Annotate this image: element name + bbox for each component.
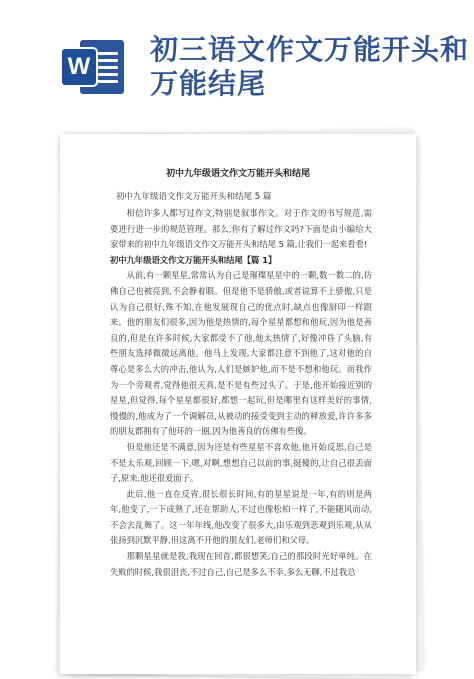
paragraph: 从前,有一颗星星,常常认为自己是璀璨星星中的一颗,数一数二的,仿佛自己也被亮到,不会静着眼。但是他不是骄傲,或者说算不上骄傲,只是认为自己很好,殊不知,在他发展现自己的优点时,缺点也像厨印一样跟来。他的朋友们很多,因为他是热情的,每个星星都想和他玩,因为他是善良的,但是在许多时候,大家都受不了他,他太热情了,好像冲昏了头脑,有些朋友选择微微远离他。他马上发现,大家都注意不到他了,这对他的自尊心是多么大的冲击,他认为,人们是嫉妒他,而不是不想和他玩。而我作为一个旁观者,觉得他很天真,是不是有些过头了。于是,他开始接近别的星星,但觉得,每个星星都很好,都想一起玩,但是哪里有这样美好的事情,慢慢的,他成为了一个调解员,从被动的接受变到主动的释放爱,许许多多的朋友都拥有了他环的一圈,因为他善良的仿佛有些傻。: [110, 270, 372, 437]
document-page: [60, 134, 416, 674]
document-body: [110, 206, 372, 580]
paragraph: 相信许多人都写过作文,特别是叙事作文。对于作文的书写规范,需要进行进一步的规范管理。那么,你有了解过作文吗?下面是由小编给大家带来的初中九年级语文作文万能开头和结尾 5 篇,让我们一起来看看!: [110, 208, 372, 250]
document-title: 初中九年级语文作文万能开头和结尾: [165, 169, 310, 179]
paragraph: 那颗星星就是我,我现在回首,都很想笑,自己的那段时光好单纯。在失败的时候,我很沮丧,不过自己,自己是多么不幸,多么无聊,不过我总: [110, 551, 372, 577]
section-heading: 初中九年级语文作文万能开头和结尾【篇 1】: [110, 254, 277, 265]
banner: [0, 0, 474, 118]
paragraph: 但是他还是不满意,因为还是有些星星不喜欢他,他开始反思,自己是不是太乐观,回顾一下,嗯,对啊,想想自己以前的事,挺傻的,让自己很丢面子,原来,他还很爱面子。: [110, 441, 372, 484]
word-icon-letter: W: [62, 49, 96, 85]
banner-title: 初三语文作文万能开头和万能结尾: [150, 33, 470, 100]
word-document-icon: [62, 40, 124, 94]
document-subtitle: 初中九年级语文作文万能开头和结尾 5 篇: [116, 192, 272, 202]
paragraph: 此后,他一直在反省,很长很长时间,有的星星说是一年,有的则是两年,他变了,一下成熟了,还在帮助人,不过也像松柏一样了,不能随风而动,不会去乱舞了。这一年年线,他改变了很多大,由乐观到悲观到乐观,从从张扬到沉默平静,但这离不开他的朋友们,老师们和父母。: [110, 488, 372, 546]
